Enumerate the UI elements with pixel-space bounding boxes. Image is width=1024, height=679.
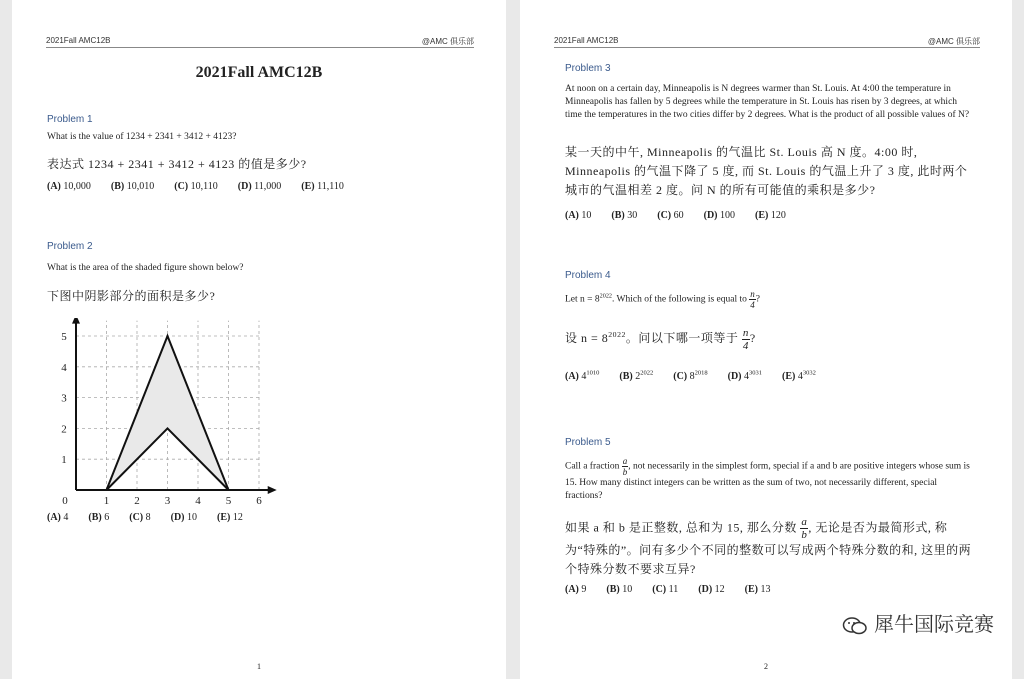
p4-en-post: . Which of the following is equal to bbox=[611, 294, 747, 305]
answer-option bbox=[174, 181, 218, 192]
problem-3-text-cn: 某一天的中午, Minneapolis 的气温比 St. Louis 高 N 度。4:00 时, Minneapolis 的气温下降了 5 度, 而 St. Louis 的气温上升了 3 度, 此时两个城市的气温相差 2 度。问 N 的所有可能值的乘积是多少? bbox=[565, 145, 968, 197]
option-value: 12 bbox=[714, 584, 725, 595]
option-label: (C) bbox=[673, 371, 688, 383]
option-label: (A) bbox=[47, 512, 61, 523]
y-tick-label: 2 bbox=[61, 423, 67, 436]
option-label: (A) bbox=[47, 181, 61, 192]
document-page-2 bbox=[520, 0, 1012, 679]
option-base: 2 bbox=[635, 371, 641, 383]
p5-cn-post: , 无论是否为最简形式, 称为“特殊的”。问有多少个不同的整数可以写成两个特殊分数的和, 这里的两个特殊分数不要求互异? bbox=[565, 520, 972, 576]
option-label: (B) bbox=[110, 181, 125, 192]
option-value: 9 bbox=[581, 584, 587, 595]
option-label: (E) bbox=[217, 512, 231, 523]
problem-3-text-en: At noon on a certain day, Minneapolis is N degrees warmer than St. Louis. At 4:00 the temperature in Minneapolis has fallen by 5 degrees while the temperature in St. Louis has risen by 3 degrees, at which time the temperatures in the two cities differ by 2 degrees. What is the product of all possible values of N? bbox=[565, 84, 970, 120]
page-number: 1 bbox=[257, 662, 261, 671]
x-tick-label: 2 bbox=[134, 495, 140, 507]
answer-option bbox=[47, 512, 68, 523]
problem-1-text-cn: 表达式 1234 + 2341 + 3412 + 4123 的值是多少? bbox=[47, 157, 307, 171]
option-label: (A) bbox=[565, 584, 579, 595]
option-value: 60 bbox=[673, 210, 684, 221]
frac-num: n bbox=[750, 289, 755, 299]
option-value: 13 bbox=[760, 584, 771, 595]
answer-option bbox=[88, 512, 109, 523]
option-value: 6 bbox=[104, 512, 110, 523]
answer-option bbox=[652, 584, 678, 595]
option-base: 4 bbox=[581, 371, 587, 383]
answer-option bbox=[301, 181, 344, 192]
answer-option bbox=[238, 181, 282, 192]
frac-num: n bbox=[742, 326, 749, 339]
option-value: 8 bbox=[145, 512, 151, 523]
option-label: (A) bbox=[565, 210, 579, 221]
p5-cn-pre: 如果 a 和 b 是正整数, 总和为 15, 那么分数 bbox=[565, 520, 797, 535]
option-value: 12 bbox=[232, 512, 243, 523]
y-tick-label: 1 bbox=[61, 454, 67, 467]
header-right: @AMC 俱乐部 bbox=[421, 37, 474, 46]
option-exponent: 3031 bbox=[749, 370, 763, 377]
answer-option bbox=[129, 512, 150, 523]
option-value: 11,110 bbox=[317, 181, 344, 192]
frac-den: 4 bbox=[742, 339, 749, 352]
option-label: (E) bbox=[782, 371, 796, 383]
option-exponent: 3032 bbox=[802, 370, 816, 377]
option-value: 100 bbox=[720, 210, 736, 221]
option-value: 10 bbox=[622, 584, 633, 595]
option-value: 10,000 bbox=[63, 181, 91, 192]
answer-option bbox=[673, 371, 707, 382]
option-label: (E) bbox=[755, 210, 769, 221]
frac-num: a bbox=[622, 456, 628, 466]
watermark-text: 犀牛国际竞赛 bbox=[874, 612, 994, 636]
problem-1-text-en: What is the value of 1234 + 2341 + 3412 + 4123? bbox=[47, 132, 237, 142]
option-label: (D) bbox=[703, 210, 718, 221]
option-value: 4 bbox=[63, 512, 69, 523]
answer-option bbox=[565, 210, 591, 221]
x-tick-label: 3 bbox=[164, 495, 171, 507]
option-value: 11 bbox=[668, 584, 679, 595]
y-tick-label: 3 bbox=[61, 392, 67, 405]
problem-5-heading: Problem 5 bbox=[565, 437, 611, 448]
option-value: 30 bbox=[627, 210, 638, 221]
problem-1-heading: Problem 1 bbox=[47, 114, 93, 125]
page-header bbox=[46, 36, 474, 48]
answer-option bbox=[171, 512, 197, 523]
option-exponent: 2018 bbox=[694, 370, 708, 377]
frac-den: b bbox=[622, 467, 628, 477]
p4-en-pre: Let n = 8 bbox=[565, 294, 600, 305]
p4-cn-exp: 2022 bbox=[608, 330, 626, 339]
answer-option bbox=[619, 371, 653, 382]
y-tick-label: 4 bbox=[61, 361, 67, 374]
answer-option bbox=[47, 181, 91, 192]
p4-en-exp: 2022 bbox=[599, 293, 612, 300]
option-value: 10 bbox=[581, 210, 592, 221]
x-tick-label: 4 bbox=[195, 495, 201, 507]
option-label: (D) bbox=[170, 512, 185, 523]
problem-2-text-en: What is the area of the shaded figure shown below? bbox=[47, 263, 244, 273]
header-left: 2021Fall AMC12B bbox=[554, 36, 619, 45]
p4-cn-pre: 设 n = 8 bbox=[565, 331, 609, 345]
option-label: (C) bbox=[652, 584, 667, 595]
option-label: (C) bbox=[657, 210, 672, 221]
shaded-region bbox=[107, 336, 229, 490]
problem-4-text-en bbox=[565, 289, 975, 310]
problem-2-text-cn: 下图中阴影部分的面积是多少? bbox=[47, 289, 216, 303]
answer-option bbox=[217, 512, 243, 523]
header-right: @AMC 俱乐部 bbox=[927, 37, 980, 46]
option-value: 10,010 bbox=[126, 181, 155, 192]
option-value: 11,000 bbox=[254, 181, 282, 192]
option-label: (E) bbox=[301, 181, 315, 192]
option-label: (A) bbox=[565, 371, 579, 383]
answer-option bbox=[728, 371, 762, 382]
problem-2-options bbox=[47, 512, 263, 523]
answer-option bbox=[745, 584, 771, 595]
option-label: (D) bbox=[698, 584, 713, 595]
p5-en-pre: Call a fraction bbox=[565, 461, 620, 472]
option-label: (B) bbox=[619, 371, 633, 383]
option-label: (D) bbox=[237, 181, 252, 192]
document-page-1 bbox=[12, 0, 506, 679]
p4-cn-post: 。问以下哪一项等于 bbox=[625, 331, 739, 345]
x-axis-arrow bbox=[268, 486, 277, 494]
problem-4-text-cn bbox=[565, 325, 975, 352]
frac-den: b bbox=[801, 529, 808, 541]
x-tick-label: 6 bbox=[256, 495, 262, 507]
answer-option bbox=[755, 210, 786, 221]
watermark bbox=[842, 608, 994, 637]
option-base: 8 bbox=[689, 371, 695, 383]
problem-4-heading: Problem 4 bbox=[565, 270, 611, 281]
option-value: 120 bbox=[770, 210, 786, 221]
y-axis-arrow bbox=[72, 318, 80, 324]
answer-option bbox=[698, 584, 724, 595]
p4-q: ? bbox=[749, 331, 756, 345]
problem-4-options bbox=[565, 370, 836, 382]
problem-1-options bbox=[47, 181, 364, 192]
p5-en-post: , not necessarily in the simplest form, special if a and b are positive integers whose sum is 15. How many distinct integers can be written as the sum of two, not necessarily different, special fractions? bbox=[565, 461, 970, 501]
problem-5-text-cn bbox=[565, 516, 975, 579]
document-title: 2021Fall AMC12B bbox=[195, 64, 323, 81]
option-base: 4 bbox=[744, 371, 750, 383]
option-label: (B) bbox=[611, 210, 625, 221]
option-exponent: 2022 bbox=[640, 370, 654, 377]
option-label: (C) bbox=[174, 181, 189, 192]
frac-num: a bbox=[801, 516, 808, 528]
option-label: (D) bbox=[727, 371, 742, 383]
option-exponent: 1010 bbox=[586, 370, 600, 377]
wechat-icon bbox=[842, 616, 868, 636]
problem-2-heading: Problem 2 bbox=[47, 241, 93, 252]
option-label: (B) bbox=[606, 584, 620, 595]
answer-option bbox=[606, 584, 632, 595]
shaded-triangle-figure bbox=[40, 318, 280, 510]
answer-option bbox=[111, 181, 154, 192]
option-base: 4 bbox=[797, 371, 803, 383]
p4-q: ? bbox=[755, 294, 760, 305]
option-value: 10,110 bbox=[190, 181, 218, 192]
problem-5-options bbox=[565, 584, 791, 595]
option-label: (C) bbox=[129, 512, 144, 523]
frac-den: 4 bbox=[750, 300, 755, 310]
n-over-4-fraction bbox=[742, 327, 750, 352]
option-label: (B) bbox=[88, 512, 102, 523]
answer-option bbox=[565, 371, 599, 382]
answer-option bbox=[782, 371, 816, 382]
y-tick-label: 5 bbox=[61, 331, 67, 343]
page-header bbox=[554, 36, 980, 48]
problem-3-options bbox=[565, 210, 806, 221]
option-value: 10 bbox=[187, 512, 198, 523]
page-number: 2 bbox=[764, 662, 768, 671]
problem-3-heading: Problem 3 bbox=[565, 63, 611, 74]
x-tick-label: 5 bbox=[225, 495, 232, 507]
x-tick-label: 1 bbox=[103, 495, 110, 507]
answer-option bbox=[565, 584, 586, 595]
answer-option bbox=[611, 210, 637, 221]
x-tick-label: 0 bbox=[62, 495, 68, 507]
problem-5-text-en bbox=[565, 456, 975, 503]
option-label: (E) bbox=[744, 584, 758, 595]
header-left: 2021Fall AMC12B bbox=[46, 36, 111, 45]
answer-option bbox=[704, 210, 735, 221]
answer-option bbox=[657, 210, 683, 221]
